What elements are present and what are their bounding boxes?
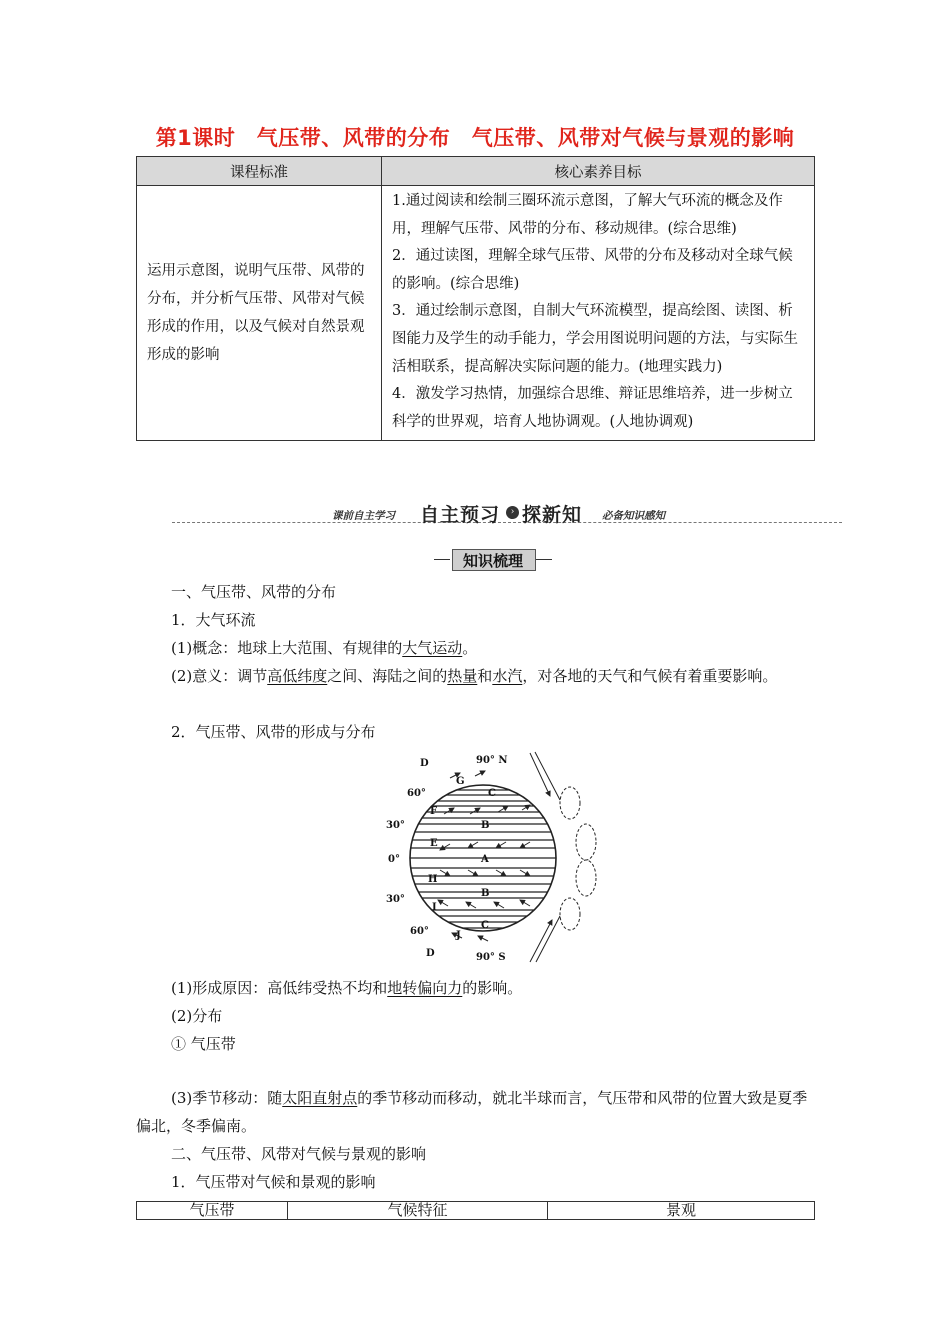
label-G: G [456,776,465,787]
page-title: 第1课时 气压带、风带的分布 气压带、风带对气候与景观的影响 [155,126,795,150]
goal-item: 2．通过读图，理解全球气压带、风带的分布及移动对全球气候的影响。(综合思维) [392,248,793,292]
knowledge-label [434,549,552,569]
label-60S: 60° [410,926,429,937]
label-E: E [430,838,438,849]
section-banner [172,500,842,526]
label-D-bottom: D [426,948,435,959]
section2-sub1: 1．气压带对气候和景观的影响 [171,1173,376,1191]
banner-right-label: 必备知识感知 [602,510,665,522]
label-B-bottom: B [481,888,490,899]
label-A: A [481,854,489,865]
label-B-top: B [481,820,490,831]
label-60N: 60° [407,788,426,799]
label-H: H [428,874,438,885]
section2-heading: 二、气压带、风带对气候与景观的影响 [171,1145,427,1163]
label-F: F [430,806,438,817]
goals-cell [382,186,815,441]
arrow-icon: › [506,506,519,519]
pressure-belt-table [136,1201,815,1220]
goal-item: 4．激发学习热情，加强综合思维、辩证思维培养，进一步树立科学的世界观，培育人地协调观。(人地协调观) [392,386,793,430]
banner-title-2: 探新知 [522,504,583,526]
table-header-goals: 核心素养目标 [382,157,815,186]
diagram-labels [386,755,508,963]
curriculum-table [136,156,815,441]
section1-sub1: 1．大气环流 [171,611,256,629]
banner-title-1: 自主预习 [420,504,501,526]
label-J: J [456,930,461,941]
label-I: I [432,902,437,913]
distribution-line: (2)分布 [171,1007,223,1025]
label-C-bottom: C [481,920,489,931]
label-90N: 90° N [476,755,508,766]
label-D-top: D [420,758,429,769]
label-30N: 30° [386,820,405,831]
circulation-cells [530,752,596,962]
formation-line: (1)形成原因：高低纬受热不均和地转偏向力的影响。 [171,979,523,997]
meaning-line: (2)意义：调节高低纬度之间、海陆之间的热量和水汽，对各地的天气和气候有着重要影响。 [171,667,778,685]
knowledge-label-text: 知识梳理 [462,552,523,570]
table-header-standard: 课程标准 [137,157,382,186]
banner-left-label: 课前自主学习 [332,510,395,522]
standard-cell: 运用示意图，说明气压带、风带的分布，并分析气压带、风带对气候形成的作用，以及气候对自然景观形成的影响 [137,186,382,441]
section1-heading: 一、气压带、风带的分布 [171,583,337,601]
col-header-belt: 气压带 [137,1202,288,1220]
circulation-diagram [380,748,620,964]
col-header-climate: 气候特征 [288,1202,548,1220]
col-header-landscape: 景观 [548,1202,815,1220]
label-30S: 30° [386,894,405,905]
goal-item: 3．通过绘制示意图，自制大气环流模型，提高绘图、读图、析图能力及学生的动手能力，学会用图说明问题的方法，与实际生活相联系，提高解决实际问题的能力。(地理实践力) [392,303,798,375]
label-0: 0° [388,854,400,865]
pressure-belt-line: ① 气压带 [171,1035,236,1053]
goal-item: 1.通过阅读和绘制三圈环流示意图，了解大气环流的概念及作用，理解气压带、风带的分布、移动规律。(综合思维) [392,193,783,237]
banner-divider [172,522,842,523]
seasonal-line: (3)季节移动：随太阳直射点的季节移动而移动，就北半球而言，气压带和风带的位置大致是夏季偏北，冬季偏南。 [136,1089,808,1135]
label-90S: 90° S [476,952,506,963]
section1-sub2: 2．气压带、风带的形成与分布 [171,723,376,741]
label-C-top: C [488,788,496,799]
concept-line: (1)概念：地球上大范围、有规律的大气运动。 [171,639,478,657]
